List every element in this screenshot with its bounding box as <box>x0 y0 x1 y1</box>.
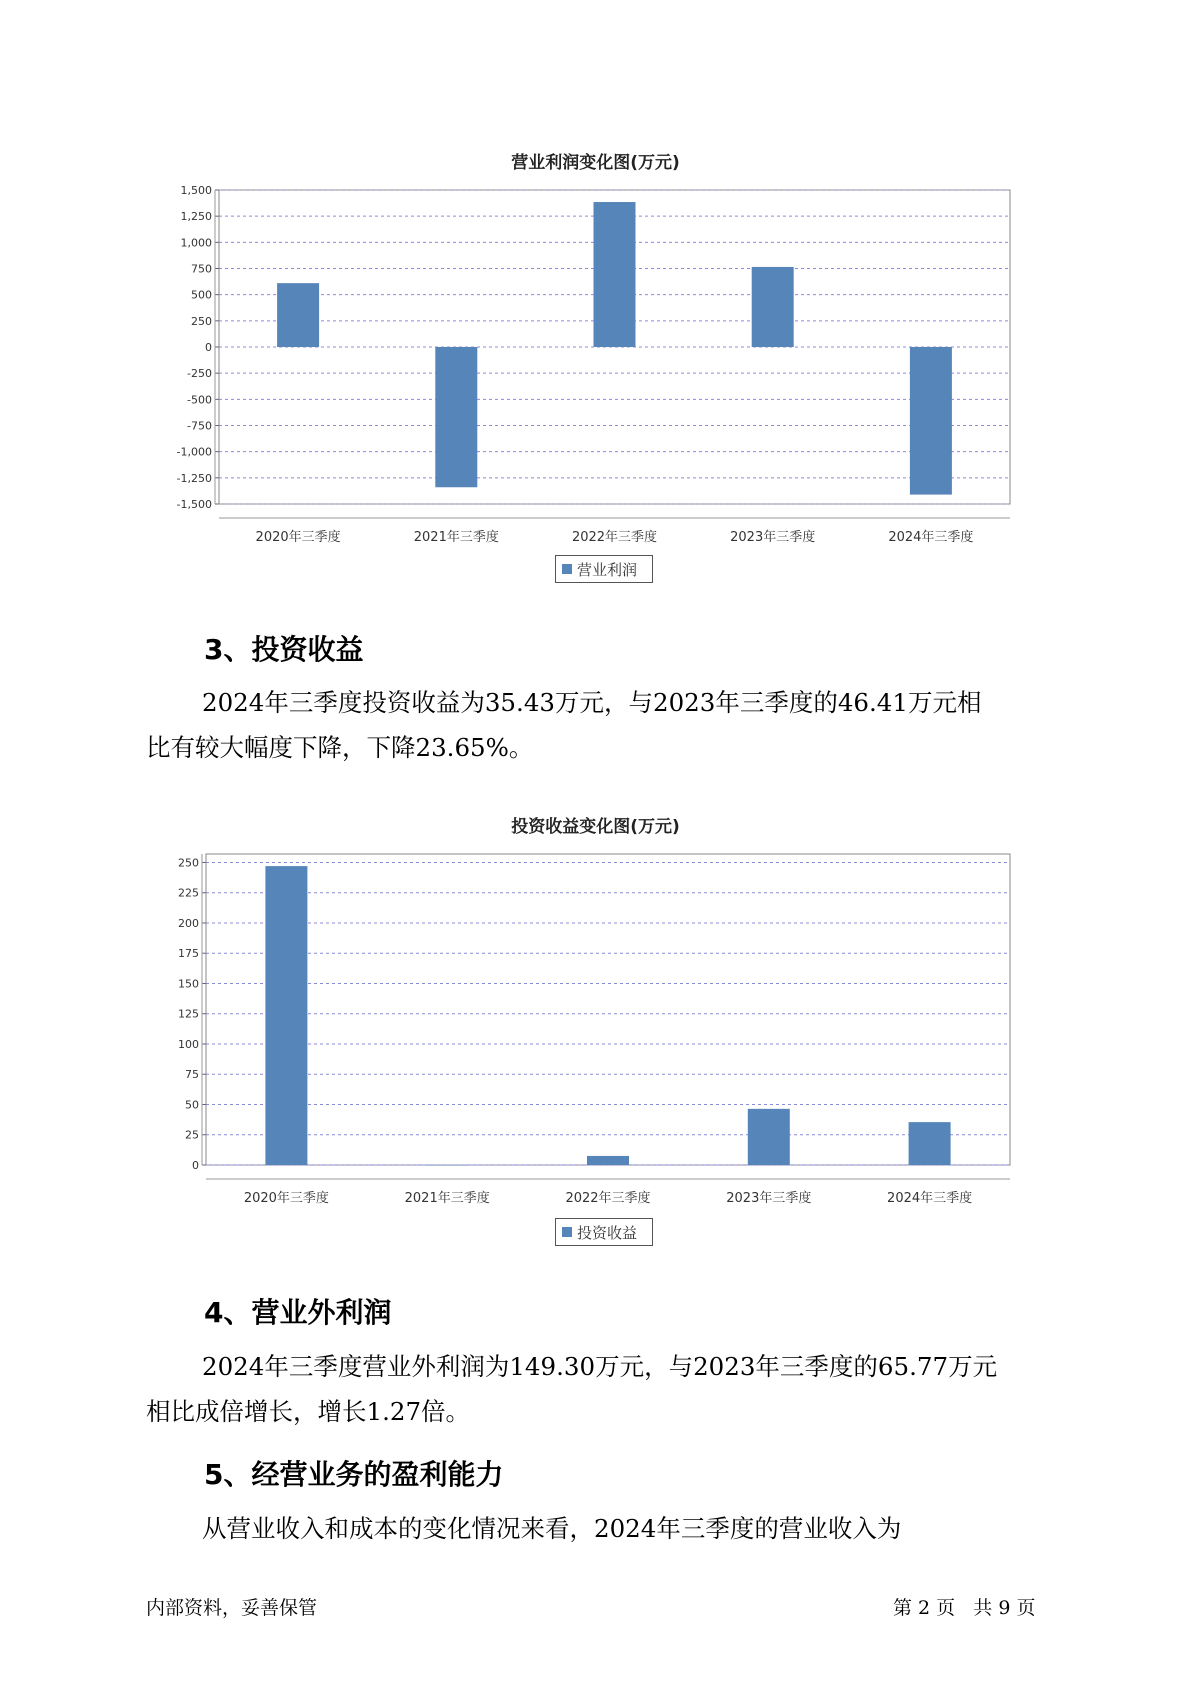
plot-area <box>206 854 1010 1165</box>
bar <box>594 202 636 347</box>
chart2-title: 投资收益变化图(万元) <box>511 817 680 837</box>
x-tick-label: 2024年三季度 <box>887 1191 973 1206</box>
y-tick-label: 250 <box>191 314 212 328</box>
bar <box>910 347 952 495</box>
y-tick-label: 0 <box>205 341 212 354</box>
y-tick-label: 225 <box>178 886 199 900</box>
chart1-legend <box>555 555 653 583</box>
footer-left: 内部资料，妥善保管 <box>146 1597 318 1619</box>
x-tick-label: 2024年三季度 <box>888 530 974 545</box>
x-tick-label: 2021年三季度 <box>413 530 499 545</box>
section3-line2: 比有较大幅度下降，下降23.65%。 <box>146 733 534 762</box>
chart2-legend <box>555 1218 653 1246</box>
section5-paragraph <box>146 1506 1046 1551</box>
bar <box>587 1156 629 1165</box>
y-tick-label: -750 <box>187 419 212 433</box>
bar <box>426 1165 468 1166</box>
y-tick-label: 100 <box>178 1037 199 1051</box>
y-tick-label: 25 <box>185 1128 199 1142</box>
section4-heading: 4、营业外利润 <box>204 1296 392 1329</box>
y-tick-label: 50 <box>185 1098 199 1112</box>
y-tick-label: 0 <box>192 1159 199 1172</box>
chart1-title: 营业利润变化图(万元) <box>511 153 680 173</box>
y-tick-label: 1,500 <box>180 184 212 197</box>
y-tick-label: 125 <box>178 1007 199 1021</box>
y-tick-label: 500 <box>191 288 212 302</box>
y-tick-label: 175 <box>178 947 199 961</box>
section4-line1: 2024年三季度营业外利润为149.30万元，与2023年三季度的65.77万元 <box>202 1352 998 1381</box>
y-tick-label: 150 <box>178 977 199 991</box>
y-tick-label: 200 <box>178 916 199 930</box>
y-tick-label: 750 <box>191 262 212 276</box>
y-tick-label: -1,000 <box>176 445 212 459</box>
bar <box>752 267 794 347</box>
x-tick-label: 2022年三季度 <box>571 530 658 545</box>
x-tick-label: 2021年三季度 <box>404 1191 490 1206</box>
y-tick-label: -1,250 <box>176 471 212 485</box>
chart1-legend-label: 营业利润 <box>577 560 638 579</box>
investment-income-chart <box>0 848 1191 1208</box>
bar <box>265 866 307 1165</box>
y-tick-label: -250 <box>187 367 212 381</box>
y-tick-label: -1,500 <box>176 498 212 511</box>
section3-line1: 2024年三季度投资收益为35.43万元，与2023年三季度的46.41万元相 <box>202 688 982 717</box>
section4-line2: 相比成倍增长，增长1.27倍。 <box>146 1397 471 1426</box>
footer-page-number: 第 2 页 共 9 页 <box>893 1597 1036 1619</box>
bar <box>748 1109 790 1165</box>
x-tick-label: 2022年三季度 <box>565 1191 651 1206</box>
y-tick-label: 250 <box>178 856 199 870</box>
section5-heading: 5、经营业务的盈利能力 <box>204 1458 504 1491</box>
bar <box>435 347 477 487</box>
section3-paragraph <box>146 680 1046 770</box>
y-tick-label: 1,000 <box>180 236 212 250</box>
chart2-legend-label: 投资收益 <box>577 1223 638 1242</box>
y-tick-label: 1,250 <box>180 210 212 224</box>
bar <box>909 1122 951 1165</box>
x-tick-label: 2020年三季度 <box>243 1191 329 1206</box>
section3-heading: 3、投资收益 <box>204 633 364 666</box>
bar <box>277 283 319 347</box>
chart1-legend-swatch <box>562 564 572 574</box>
section4-paragraph <box>146 1344 1046 1434</box>
operating-profit-chart <box>0 180 1191 600</box>
x-tick-label: 2023年三季度 <box>730 530 816 545</box>
y-tick-label: -500 <box>187 393 212 407</box>
y-tick-label: 75 <box>185 1068 199 1082</box>
x-tick-label: 2023年三季度 <box>726 1191 812 1206</box>
section5-line1: 从营业收入和成本的变化情况来看，2024年三季度的营业收入为 <box>202 1514 902 1543</box>
x-tick-label: 2020年三季度 <box>255 530 341 545</box>
chart2-legend-swatch <box>562 1227 572 1237</box>
